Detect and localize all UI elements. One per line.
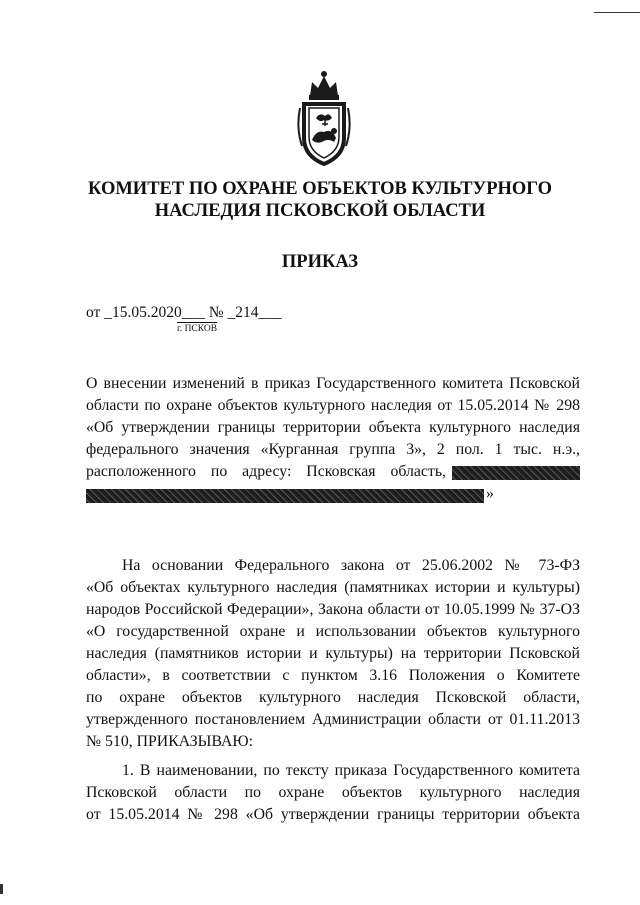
pskov-coat-of-arms-icon xyxy=(292,68,356,166)
subject-line: расположенного по адресу: Псковская область, xyxy=(86,463,446,480)
organization-name-line-2: НАСЛЕДИЯ ПСКОВСКОЙ ОБЛАСТИ xyxy=(154,201,486,221)
body-line: области», в соответствии с пунктом 3.16 Положения о Комитете xyxy=(86,667,580,684)
body-line: наследия (памятников истории и культуры) на территории Псковской xyxy=(86,645,580,662)
date-and-number: от _15.05.2020___ № _214___ xyxy=(86,304,282,321)
subject-line: области по охране объектов культурного наследия от 15.05.2014 № 298 xyxy=(86,397,580,414)
city-label: г. ПСКОВ xyxy=(177,324,218,334)
subject-line: федерального значения «Курганная группа 3», 2 пол. 1 тыс. н.э., xyxy=(86,441,580,458)
document-type: ПРИКАЗ xyxy=(281,252,359,272)
body-line: «О государственной охране и использовании объектов культурного xyxy=(86,623,580,640)
subject-line: «Об утверждении границы территории объекта культурного наследия xyxy=(86,419,580,436)
body-line: На основании Федерального закона от 25.06.2002 № 73-ФЗ xyxy=(122,557,580,574)
body-line: № 510, ПРИКАЗЫВАЮ: xyxy=(86,733,254,750)
body-line: народов Российской Федерации», Закона области от 10.05.1999 № 37-ОЗ xyxy=(86,601,580,618)
top-edge-mark xyxy=(594,12,640,13)
subject-line: О внесении изменений в приказ Государственного комитета Псковской xyxy=(86,375,580,392)
body-line: утвержденного постановлением Администрации области от 01.11.2013 xyxy=(86,711,580,728)
body-line: от 15.05.2014 № 298 «Об утверждении границы территории объекта xyxy=(86,806,580,823)
body-line: «Об объектах культурного наследия (памятниках истории и культуры) xyxy=(86,579,580,596)
body-line: Псковской области по охране объектов культурного наследия xyxy=(86,784,580,801)
body-line: 1. В наименовании, по тексту приказа Государственного комитета xyxy=(122,762,580,779)
body-line: по охране объектов культурного наследия Псковской области, xyxy=(86,689,580,706)
scan-edge-mark xyxy=(0,884,3,894)
organization-name-line-1: КОМИТЕТ ПО ОХРАНЕ ОБЪЕКТОВ КУЛЬТУРНОГО xyxy=(88,179,552,199)
subject-line-end: » xyxy=(486,485,494,502)
redaction-block xyxy=(86,489,484,503)
redaction-block xyxy=(452,466,580,480)
